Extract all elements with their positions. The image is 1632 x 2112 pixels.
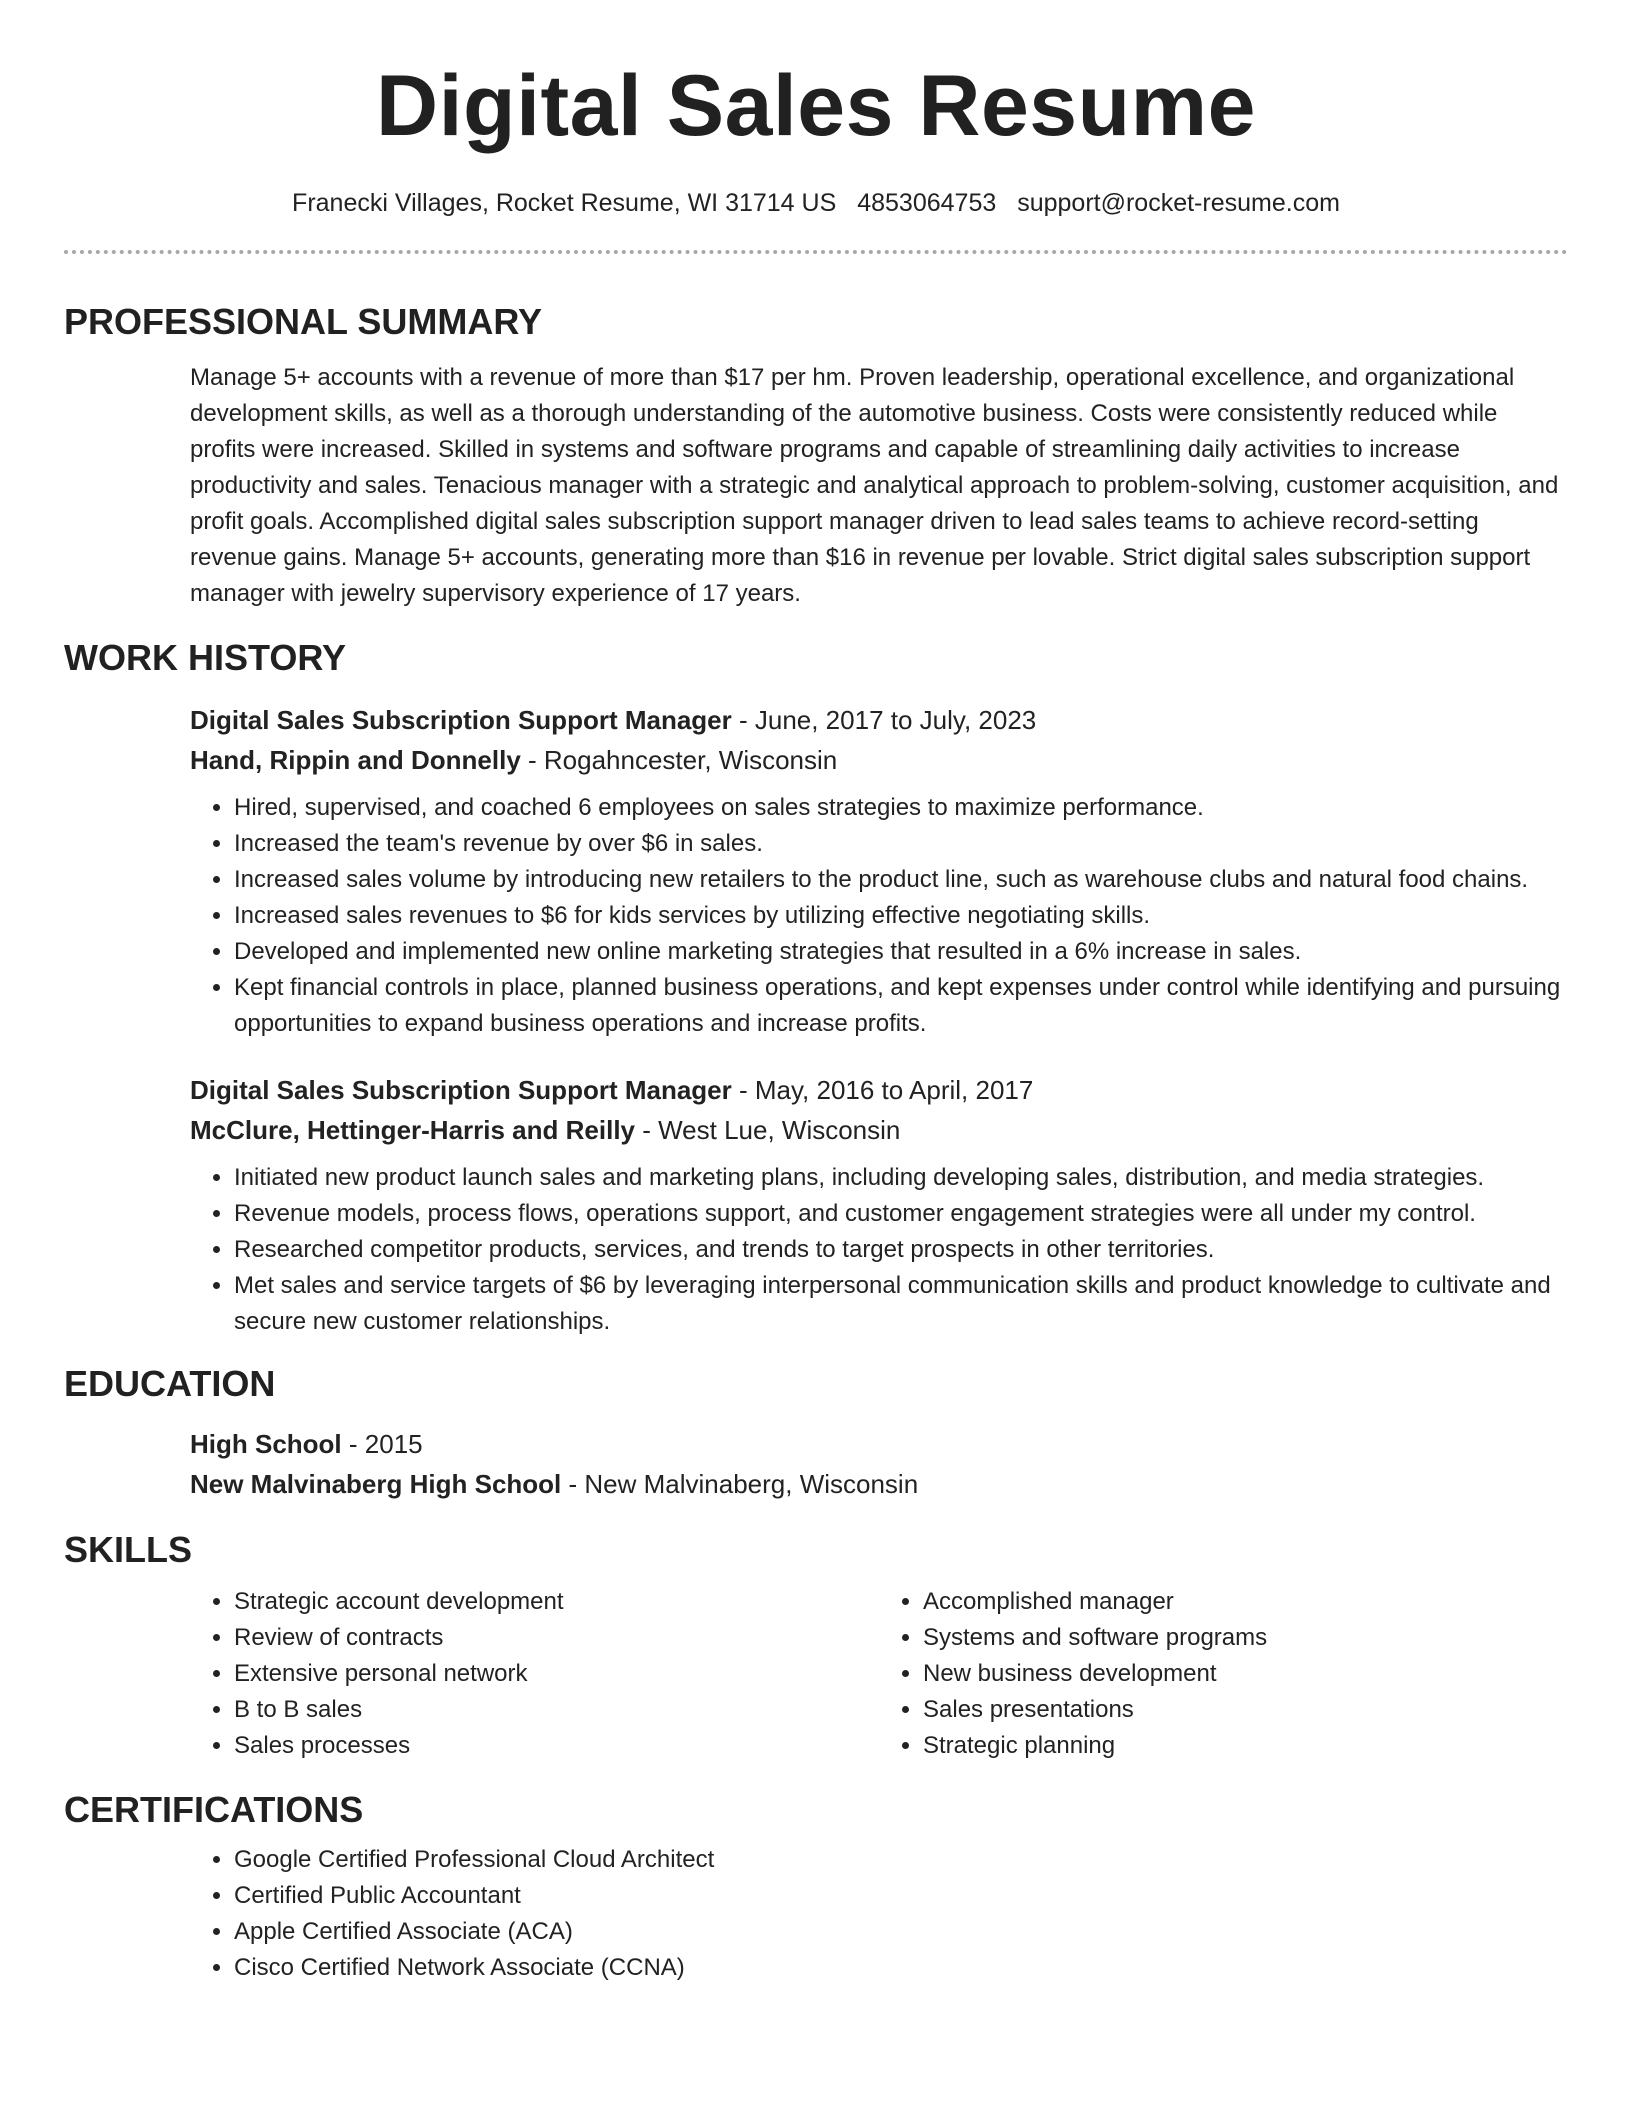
education-year: - 2015 xyxy=(341,1429,423,1459)
section-title-education: EDUCATION xyxy=(64,1363,276,1404)
job-bullet: • Developed and implemented new online marketing strategies that resulted in a 6% increase in sales. xyxy=(234,934,1568,970)
job-location: - Rogahncester, Wisconsin xyxy=(520,745,838,775)
section-title-certifications: CERTIFICATIONS xyxy=(64,1789,364,1830)
certification-item: • Google Certified Professional Cloud Architect xyxy=(234,1842,1568,1878)
certification-item: • Cisco Certified Network Associate (CCNA) xyxy=(234,1950,1568,1986)
skill-item: • Sales processes xyxy=(234,1728,879,1764)
job-bullet: • Met sales and service targets of $6 by leveraging interpersonal communication skills and product knowledge to cultivate and secure new customer relationships. xyxy=(234,1268,1568,1340)
job-bullet: • Increased the team's revenue by over $6 in sales. xyxy=(234,826,1568,862)
job-bullet: • Kept financial controls in place, planned business operations, and kept expenses under control while identifying and pursuing opportunities to expand business operations and increase profits. xyxy=(234,970,1568,1042)
education-school-line xyxy=(190,1464,1568,1504)
job-role: Digital Sales Subscription Support Manager xyxy=(190,1075,732,1105)
skill-item: • B to B sales xyxy=(234,1692,879,1728)
job-bullets xyxy=(190,790,1568,1042)
contact-line xyxy=(64,186,1568,220)
job-role-line xyxy=(190,700,1568,740)
job-bullet: • Increased sales volume by introducing new retailers to the product line, such as warehouse clubs and natural food chains. xyxy=(234,862,1568,898)
education-degree-line xyxy=(190,1424,1568,1464)
job-bullet: • Researched competitor products, services, and trends to target prospects in other territories. xyxy=(234,1232,1568,1268)
contact-address: Franecki Villages, Rocket Resume, WI 31714 US xyxy=(292,189,837,217)
skill-item: • Review of contracts xyxy=(234,1620,879,1656)
job-bullet: • Revenue models, process flows, operations support, and customer engagement strategies were all under my control. xyxy=(234,1196,1568,1232)
certifications-list xyxy=(190,1842,1568,1986)
job-company-line xyxy=(190,1110,1568,1150)
contact-email[interactable]: support@rocket-resume.com xyxy=(1017,189,1340,217)
skill-item: • Sales presentations xyxy=(923,1692,1568,1728)
job-bullet: • Increased sales revenues to $6 for kids services by utilizing effective negotiating skills. xyxy=(234,898,1568,934)
job-company: Hand, Rippin and Donnelly xyxy=(190,745,521,775)
job-company: McClure, Hettinger-Harris and Reilly xyxy=(190,1115,635,1145)
certification-item: • Apple Certified Associate (ACA) xyxy=(234,1914,1568,1950)
skill-item: • New business development xyxy=(923,1656,1568,1692)
section-title-skills: SKILLS xyxy=(64,1529,193,1570)
education-degree: High School xyxy=(190,1429,342,1459)
education-school: New Malvinaberg High School xyxy=(190,1469,562,1499)
certifications-block xyxy=(190,1842,1568,1986)
job-location: - West Lue, Wisconsin xyxy=(635,1115,901,1145)
job-bullet: • Hired, supervised, and coached 6 employees on sales strategies to maximize performance. xyxy=(234,790,1568,826)
skill-item: • Strategic account development xyxy=(234,1584,879,1620)
skill-item: • Strategic planning xyxy=(923,1728,1568,1764)
job-entry xyxy=(190,1070,1568,1340)
skill-item: • Systems and software programs xyxy=(923,1620,1568,1656)
job-entry xyxy=(190,700,1568,1042)
job-dates: - June, 2017 to July, 2023 xyxy=(731,705,1037,735)
job-bullets xyxy=(190,1160,1568,1340)
skill-item: • Accomplished manager xyxy=(923,1584,1568,1620)
job-role: Digital Sales Subscription Support Manager xyxy=(190,705,732,735)
education-entry xyxy=(190,1424,1568,1504)
skills-grid xyxy=(190,1584,1568,1764)
contact-phone: 4853064753 xyxy=(857,189,997,217)
skills-list-left xyxy=(190,1584,879,1764)
job-dates: - May, 2016 to April, 2017 xyxy=(731,1075,1034,1105)
job-bullet: • Initiated new product launch sales and marketing plans, including developing sales, distribution, and media strategies. xyxy=(234,1160,1568,1196)
resume-title: Digital Sales Resume xyxy=(376,58,1256,154)
job-role-line xyxy=(190,1070,1568,1110)
education-location: - New Malvinaberg, Wisconsin xyxy=(561,1469,919,1499)
skills-list-right xyxy=(879,1584,1568,1764)
skill-item: • Extensive personal network xyxy=(234,1656,879,1692)
section-title-summary: PROFESSIONAL SUMMARY xyxy=(64,301,543,342)
job-company-line xyxy=(190,740,1568,780)
certification-item: • Certified Public Accountant xyxy=(234,1878,1568,1914)
summary-text: Manage 5+ accounts with a revenue of more than $17 per hm. Proven leadership, operational excellence, and organizational development skills, as well as a thorough understanding of the automotive business. Costs were consistently reduced while profits were increased. Skilled in systems and software programs and capable of streamlining daily activities to increase productivity and sales. Tenacious manager with a strategic and analytical approach to problem-solving, customer acquisition, and profit goals. Accomplished digital sales subscription support manager driven to lead sales teams to achieve record-setting revenue gains. Manage 5+ accounts, generating more than $16 in revenue per lovable. Strict digital sales subscription support manager with jewelry supervisory experience of 17 years. xyxy=(190,364,1559,607)
section-title-work-history: WORK HISTORY xyxy=(64,637,347,678)
header-divider xyxy=(64,250,1568,254)
